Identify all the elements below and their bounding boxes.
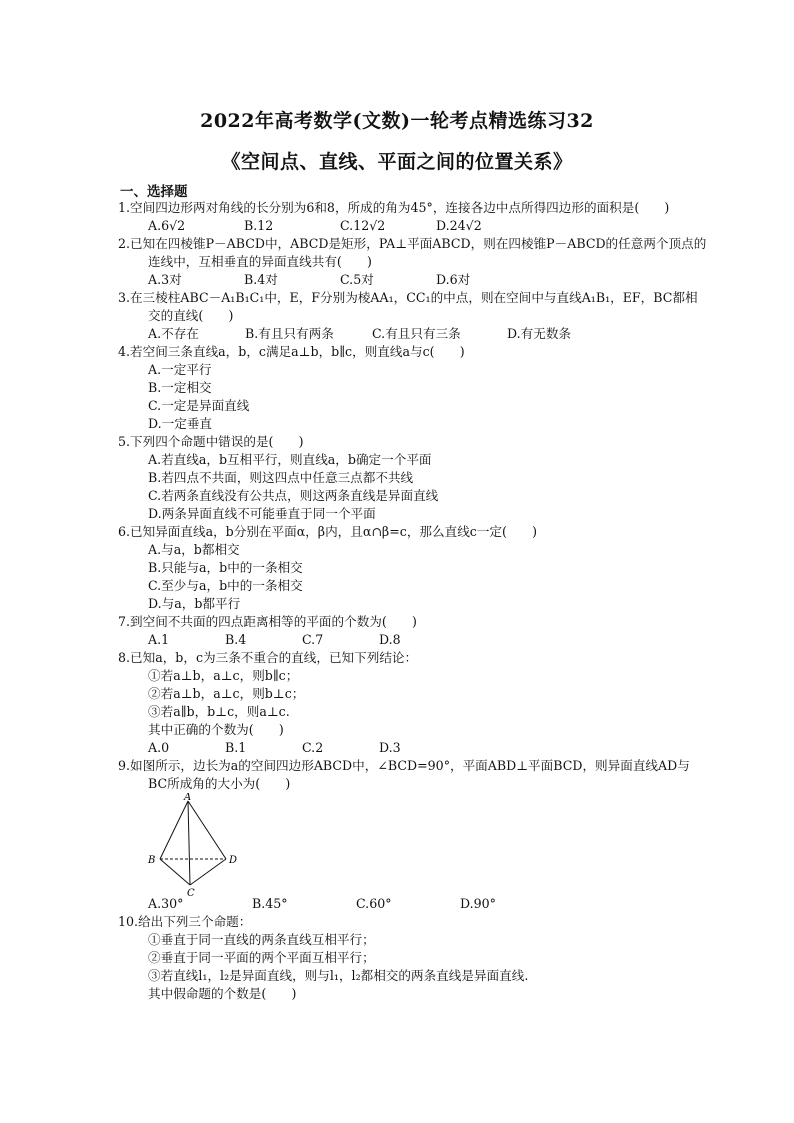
question-8-stem: 8.已知a，b，c为三条不重合的直线，已知下列结论： bbox=[118, 650, 418, 665]
question-3-stem: 3.在三棱柱ABC－A₁B₁C₁中，E，F分别为棱AA₁，CC₁的中点，则在空间中与直线A₁B₁，EF，BC都相交的直线( ) bbox=[118, 290, 698, 323]
question-2-options bbox=[118, 271, 708, 289]
question-5-stem: 5.下列四个命题中错误的是( ) bbox=[118, 434, 304, 449]
option-c: C.12√2 bbox=[340, 218, 386, 233]
question-7 bbox=[118, 613, 708, 649]
statement-1: ①垂直于同一直线的两条直线互相平行； bbox=[148, 932, 375, 947]
question-6 bbox=[118, 523, 708, 613]
question-2-stem: 2.已知在四棱锥P－ABCD中，ABCD是矩形，PA⊥平面ABCD，则在四棱锥P－ABCD的任意两个顶点的连线中，互相垂直的异面直线共有( ) bbox=[118, 236, 707, 269]
question-8 bbox=[118, 649, 708, 757]
option-c: C.60° bbox=[356, 896, 392, 911]
statement-1: ①若a⊥b，a⊥c，则b∥c； bbox=[148, 668, 299, 683]
option-b: B.45° bbox=[252, 896, 288, 911]
question-3 bbox=[118, 289, 708, 343]
edge-dc bbox=[190, 859, 226, 885]
option-c: C.7 bbox=[302, 632, 324, 647]
edge-bc bbox=[160, 859, 190, 885]
question-3-options bbox=[118, 325, 708, 343]
edge-ab bbox=[160, 801, 188, 859]
question-9 bbox=[118, 757, 708, 913]
vertex-label-d: D bbox=[229, 855, 238, 866]
vertex-label-c: C bbox=[187, 888, 195, 897]
question-9-options bbox=[118, 895, 708, 913]
option-a: A.若直线a，b互相平行，则直线a，b确定一个平面 bbox=[148, 452, 432, 467]
statement-3: ③若a∥b，b⊥c，则a⊥c. bbox=[148, 704, 290, 719]
option-d: D.3 bbox=[379, 740, 401, 755]
question-4 bbox=[118, 343, 708, 433]
option-c: C.至少与a，b中的一条相交 bbox=[148, 578, 303, 593]
option-b: B.1 bbox=[225, 740, 247, 755]
question-4-stem: 4.若空间三条直线a，b，c满足a⊥b，b∥c，则直线a与c( ) bbox=[118, 344, 465, 359]
tetrahedron-figure bbox=[142, 793, 708, 895]
vertex-label-a: A bbox=[184, 793, 192, 803]
tetrahedron-diagram bbox=[142, 793, 262, 897]
statement-2: ②若a⊥b，a⊥c，则b⊥c； bbox=[148, 686, 305, 701]
section-heading: 一、选择题 bbox=[120, 184, 188, 200]
question-1-stem: 1.空间四边形两对角线的长分别为6和8，所成的角为45°，连接各边中点所得四边形的面积是( ) bbox=[118, 200, 670, 215]
edge-ad bbox=[188, 801, 226, 859]
document-title: 2022年高考数学(文数)一轮考点精选练习32 bbox=[200, 110, 594, 132]
option-d: D.两条异面直线不可能垂直于同一个平面 bbox=[148, 506, 376, 521]
question-2 bbox=[118, 235, 708, 289]
question-5 bbox=[118, 433, 708, 523]
option-b: B.只能与a，b中的一条相交 bbox=[148, 560, 303, 575]
option-a: A.3对 bbox=[148, 272, 182, 287]
question-1 bbox=[118, 199, 708, 235]
option-a: A.1 bbox=[148, 632, 170, 647]
question-6-stem: 6.已知异面直线a，b分别在平面α，β内，且α∩β=c，那么直线c一定( ) bbox=[118, 524, 538, 539]
option-a: A.6√2 bbox=[148, 218, 186, 233]
option-c: C.5对 bbox=[340, 272, 374, 287]
statement-2: ②垂直于同一平面的两个平面互相平行； bbox=[148, 950, 375, 965]
option-d: D.90° bbox=[460, 896, 496, 911]
option-d: D.6对 bbox=[436, 272, 471, 287]
option-c: C.2 bbox=[302, 740, 324, 755]
vertex-label-b: B bbox=[148, 855, 156, 866]
question-8-ask: 其中正确的个数为( ) bbox=[148, 722, 284, 737]
question-7-options bbox=[118, 631, 708, 649]
option-a: A.0 bbox=[148, 740, 170, 755]
option-b: B.有且只有两条 bbox=[245, 326, 334, 341]
question-list bbox=[118, 199, 708, 1003]
option-b: B.若四点不共面，则这四点中任意三点都不共线 bbox=[148, 470, 414, 485]
option-b: B.12 bbox=[244, 218, 274, 233]
question-7-stem: 7.到空间不共面的四点距离相等的平面的个数为( ) bbox=[118, 614, 417, 629]
option-b: B.4 bbox=[225, 632, 247, 647]
option-a: A.与a，b都相交 bbox=[148, 542, 240, 557]
option-c: C.一定是异面直线 bbox=[148, 398, 250, 413]
option-d: D.8 bbox=[379, 632, 401, 647]
edge-ac bbox=[188, 801, 190, 885]
statement-3: ③若直线l₁，l₂是异面直线，则与l₁，l₂都相交的两条直线是异面直线. bbox=[148, 968, 529, 983]
option-c: C.若两条直线没有公共点，则这两条直线是异面直线 bbox=[148, 488, 439, 503]
option-a: A.30° bbox=[148, 896, 184, 911]
option-b: B.一定相交 bbox=[148, 380, 212, 395]
option-d: D.有无数条 bbox=[507, 326, 572, 341]
question-10-ask: 其中假命题的个数是( ) bbox=[148, 986, 297, 1001]
option-d: D.24√2 bbox=[436, 218, 482, 233]
option-b: B.4对 bbox=[244, 272, 278, 287]
option-d: D.一定垂直 bbox=[148, 416, 213, 431]
document-subtitle: 《空间点、直线、平面之间的位置关系》 bbox=[221, 151, 573, 173]
option-a: A.一定平行 bbox=[148, 362, 212, 377]
question-1-options bbox=[118, 217, 708, 235]
option-c: C.有且只有三条 bbox=[372, 326, 461, 341]
question-10 bbox=[118, 913, 708, 1003]
question-9-stem: 9.如图所示，边长为a的空间四边形ABCD中，∠BCD=90°，平面ABD⊥平面BCD，则异面直线AD与BC所成角的大小为( ) bbox=[118, 758, 690, 791]
option-d: D.与a，b都平行 bbox=[148, 596, 241, 611]
option-a: A.不存在 bbox=[148, 326, 199, 341]
question-8-options bbox=[118, 739, 708, 757]
question-10-stem: 10.给出下列三个命题： bbox=[118, 914, 252, 929]
